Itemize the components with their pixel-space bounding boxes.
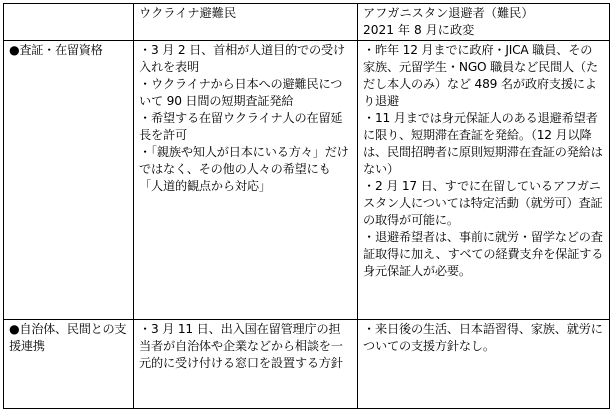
header-ukraine-title: ウクライナ避難民	[139, 6, 237, 20]
header-ukraine	[134, 4, 358, 41]
afghan-visa-cell	[358, 41, 610, 320]
ukraine-support-cell	[134, 320, 358, 409]
table-row	[4, 320, 610, 409]
header-afghanistan	[358, 4, 610, 41]
header-empty-cell	[4, 4, 134, 41]
comparison-table	[3, 3, 610, 409]
row-label-support-cooperation: ●自治体、民間との支援連携	[4, 320, 134, 409]
ukraine-visa-item: ・3 月 2 日、首相が人道目的での受け入れを表明	[139, 43, 345, 74]
ukraine-visa-item: ・ウクライナから日本への避難民について 90 日間の短期査証発給	[139, 77, 343, 108]
afghan-support-cell	[358, 320, 610, 409]
ukraine-visa-item: ・希望する在留ウクライナ人の在留延長を許可	[139, 111, 343, 142]
table-row	[4, 41, 610, 320]
header-afghanistan-subtitle: 2021 年 8 月に政変	[363, 23, 475, 37]
afghan-visa-item: ・退避希望者は、事前に就労・留学などの査証取得に加え、すべての経費支弁を保証する身元保証人が必要。	[363, 230, 604, 278]
afghan-visa-item: ・昨年 12 月までに政府・JICA 職員、その家族、元留学生・NGO 職員など民間人（ただし本人のみ）など 489 名が政府支援により退避	[363, 43, 599, 108]
ukraine-support-item: ・3 月 11 日、出入国在留管理庁の担当者が自治体や企業などから相談を一元的に受け付ける窓口を設置する方針	[139, 322, 343, 370]
ukraine-visa-cell	[134, 41, 358, 320]
row-label-visa-status: ●査証・在留資格	[4, 41, 134, 320]
afghan-support-item: ・来日後の生活、日本語習得、家族、就労についての支援方針なし。	[363, 322, 603, 353]
afghan-visa-item: ・11 月までは身元保証人のある退避希望者に限り、短期滞在査証を発給。（12 月以降は、民間招聘者に原則短期滞在査証の発給はない）	[363, 111, 603, 176]
afghan-visa-item: ・2 月 17 日、すでに在留しているアフガニスタン人については特定活動（就労可）査証の取得が可能に。	[363, 179, 603, 227]
header-afghanistan-title: アフガニスタン退避者（難民）	[363, 6, 534, 20]
ukraine-visa-item: ・「親族や知人が日本にいる方々」だけではなく、その他の人々の希望にも「人道的観点から対応」	[139, 145, 349, 193]
header-row	[4, 4, 610, 41]
